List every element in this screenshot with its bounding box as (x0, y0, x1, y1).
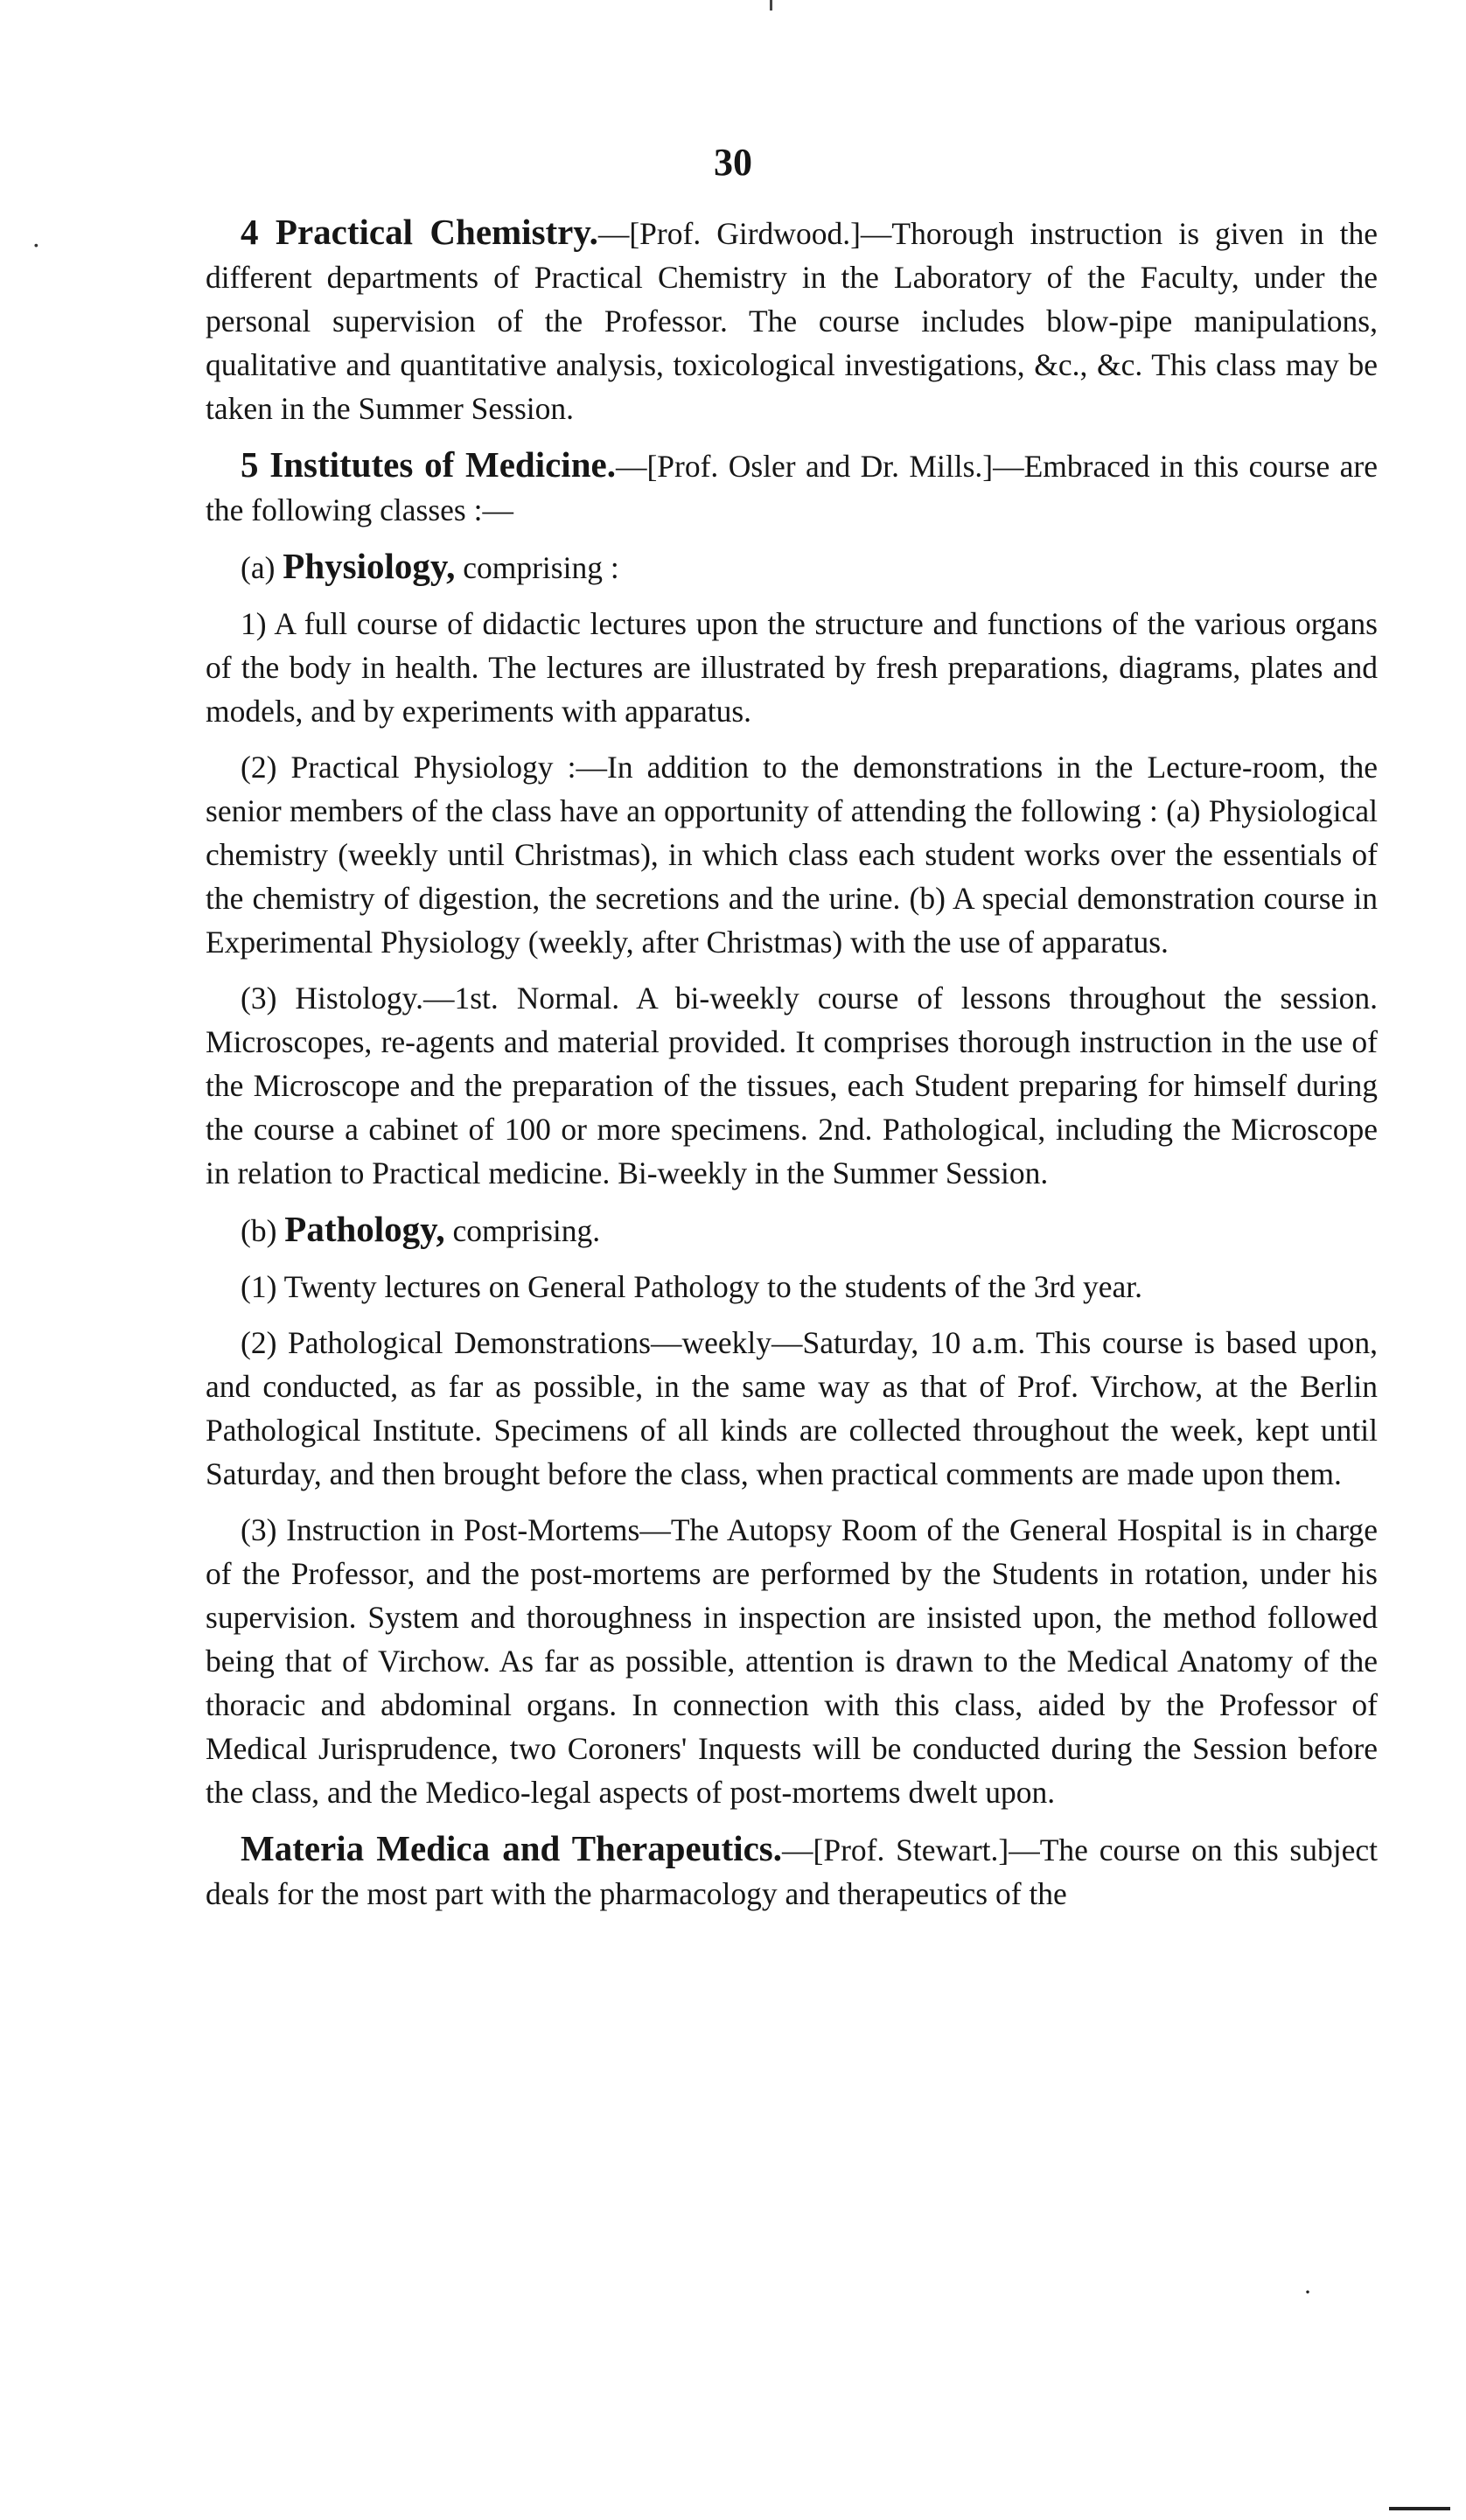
section-heading: Materia Medica and Therapeutics. (241, 1828, 782, 1868)
scan-mark-corner (1389, 2507, 1450, 2510)
section-text: —[Prof. Girdwood.]—Thorough instruction is given in the different departments of Practical Chemistry in the Laboratory of the Faculty, under the personal supervision of the Professor. The course includes blow-pipe manipulations, qualitative and quantitative analysis, toxicological investigations, &c., &c. This class may be taken in the Summer Session. (206, 216, 1378, 426)
section-text: —[Prof. Stewart.]—The course on this subject deals for the most part with the pharmacology and therapeutics of the (206, 1832, 1378, 1911)
subsection-pathology (206, 1207, 1378, 1253)
list-item: (3) Histology.—1st. Normal. A bi-weekly course of lessons throughout the session. Microscopes, re-agents and material provided. It comprises thorough instruction in the use of the Microscope and the preparation of the tissues, each Student preparing for himself during the course a cabinet of 100 or more specimens. 2nd. Pathological, including the Microscope in relation to Practical medicine. Bi-weekly in the Summer Session. (206, 981, 1378, 1190)
section-practical-chemistry (206, 210, 1378, 430)
section-institutes-of-medicine (206, 443, 1378, 532)
subsection-heading: Pathology, (284, 1209, 445, 1249)
scan-mark-top (770, 0, 772, 10)
subsection-heading: Physiology, (283, 546, 456, 586)
section-text: —[Prof. Osler and Dr. Mills.]—Embraced in this course are the following classes :— (206, 449, 1378, 527)
subsection-physiology (206, 544, 1378, 590)
list-item: (3) Instruction in Post-Mortems—The Autopsy Room of the General Hospital is in charge of the Professor, and the post-mortems are performed by the Students in rotation, under his supervision. System and thoroughness in inspection are insisted upon, the method followed being that of Virchow. As far as possible, attention is drawn to the Medical Anatomy of the thoracic and abdominal organs. In connection with this class, aided by the Professor of Medical Jurisprudence, two Coroners' Inquests will be conducted during the Session before the class, and the Medico-legal aspects of post-mortems dwelt upon. (206, 1512, 1378, 1810)
section-heading: 4 Practical Chemistry. (241, 212, 598, 252)
list-item: (2) Practical Physiology :—In addition to the demonstrations in the Lecture-room, the senior members of the class have an opportunity of attending the following : (a) Physiological chemistry (weekly until Christmas), in which class each student works over the essentials of the chemistry of digestion, the secretions and the urine. (b) A special demonstration course in Experimental Physiology (weekly, after Christmas) with the use of apparatus. (206, 750, 1378, 960)
page-body (206, 210, 1378, 1928)
subsection-text: comprising. (452, 1213, 601, 1248)
scan-mark-bottom: · (1303, 2278, 1312, 2307)
section-heading: 5 Institutes of Medicine. (241, 444, 616, 485)
list-item: 1) A full course of didactic lectures upon the structure and functions of the various organs of the body in health. The lectures are illustrated by fresh preparations, diagrams, plates and models, and by experiments with apparatus. (206, 606, 1378, 729)
margin-mark: · (31, 229, 41, 261)
page-number: 30 (714, 141, 752, 184)
subsection-label: (b) (241, 1213, 277, 1248)
list-item: (1) Twenty lectures on General Pathology to the students of the 3rd year. (241, 1269, 1143, 1304)
list-item: (2) Pathological Demonstrations—weekly—Saturday, 10 a.m. This course is based upon, and conducted, as far as possible, in the same way as that of Prof. Virchow, at the Berlin Pathological Institute. Specimens of all kinds are collected throughout the week, kept until Saturday, and then brought before the class, when practical comments are made upon them. (206, 1325, 1378, 1491)
section-materia-medica (206, 1826, 1378, 1916)
subsection-label: (a) (241, 550, 276, 585)
subsection-text: comprising : (463, 550, 619, 585)
